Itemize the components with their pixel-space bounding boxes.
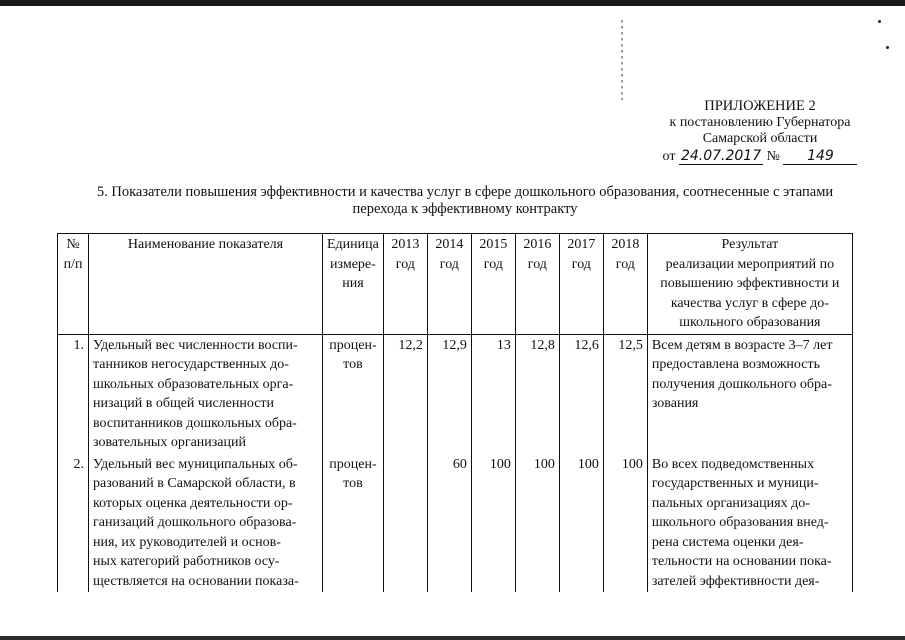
name-line: зовательных организаций bbox=[93, 435, 246, 450]
scan-speck bbox=[886, 46, 889, 49]
header-result-line: качества услуг в сфере до- bbox=[670, 295, 829, 311]
unit-cell bbox=[323, 334, 384, 454]
result-line: государственных и муници- bbox=[651, 476, 819, 491]
handwritten-date: 24.07.2017 bbox=[680, 147, 762, 164]
row-number: 2. bbox=[58, 454, 89, 593]
header-year: 2014 bbox=[435, 237, 464, 252]
header-result bbox=[647, 234, 852, 335]
header-result-line: Результат bbox=[721, 237, 779, 252]
scan-top-border bbox=[0, 0, 905, 6]
unit-line: процен- bbox=[329, 456, 377, 472]
header-year: 2017 bbox=[567, 237, 596, 252]
header-year: 2015 bbox=[479, 237, 508, 252]
number-label: № bbox=[766, 148, 780, 164]
header-unit-line: измере- bbox=[330, 256, 376, 272]
table-header-row bbox=[58, 234, 853, 335]
indicator-name bbox=[89, 454, 323, 593]
unit-line: тов bbox=[343, 476, 363, 491]
name-line: ния, их руководителей и основ- bbox=[93, 534, 281, 550]
value-2013: 12,2 bbox=[383, 334, 427, 454]
value-2014: 12,9 bbox=[427, 334, 471, 454]
header-year-2017 bbox=[559, 234, 603, 335]
result-line: пальных организациях до- bbox=[651, 495, 810, 511]
result-line: зования bbox=[651, 396, 699, 411]
appendix-sign-line bbox=[640, 148, 880, 166]
name-line: Удельный вес численности воспи- bbox=[93, 337, 298, 353]
header-result-line: школьного образования bbox=[679, 315, 821, 330]
header-result-line: реализации мероприятий по bbox=[665, 256, 835, 272]
from-label: от bbox=[662, 148, 676, 164]
name-line: которых оценка деятельности ор- bbox=[93, 495, 293, 511]
value-2017: 12,6 bbox=[559, 334, 603, 454]
unit-line: тов bbox=[343, 357, 363, 372]
appendix-block bbox=[640, 98, 880, 165]
result-cell bbox=[647, 454, 852, 593]
name-line: ных категорий работников осу- bbox=[93, 554, 280, 569]
value-2018: 100 bbox=[603, 454, 647, 593]
value-2014: 60 bbox=[427, 454, 471, 593]
value-2015: 100 bbox=[471, 454, 515, 593]
indicators-table bbox=[57, 233, 853, 592]
header-year-unit: год bbox=[527, 256, 547, 272]
header-unit bbox=[323, 234, 384, 335]
value-2017: 100 bbox=[559, 454, 603, 593]
name-line: низаций в общей численности bbox=[93, 396, 275, 411]
name-line: школьных образовательных орга- bbox=[93, 376, 294, 392]
indicator-name bbox=[89, 334, 323, 454]
value-2015: 13 bbox=[471, 334, 515, 454]
header-num bbox=[58, 234, 89, 335]
header-year-2015 bbox=[471, 234, 515, 335]
header-num-line: п/п bbox=[63, 256, 83, 272]
header-year: 2018 bbox=[611, 237, 640, 252]
header-unit-line: Единица bbox=[327, 237, 379, 252]
table-row bbox=[58, 454, 853, 593]
header-year-2016 bbox=[515, 234, 559, 335]
handwritten-number: 149 bbox=[783, 148, 857, 166]
unit-cell bbox=[323, 454, 384, 593]
header-name: Наименование показателя bbox=[89, 234, 323, 335]
name-line: ганизаций дошкольного образова- bbox=[93, 515, 297, 530]
value-2018: 12,5 bbox=[603, 334, 647, 454]
result-cell bbox=[647, 334, 852, 454]
row-number: 1. bbox=[58, 334, 89, 454]
result-line: Во всех подведомственных bbox=[651, 456, 815, 472]
header-year-unit: год bbox=[439, 256, 459, 272]
name-line: танников негосударственных до- bbox=[93, 357, 289, 372]
header-num-line: № bbox=[66, 237, 80, 252]
header-year-unit: год bbox=[483, 256, 503, 272]
name-line: воспитанников дошкольных обра- bbox=[93, 415, 297, 431]
section-heading bbox=[50, 184, 880, 218]
heading-line-2: перехода к эффективному контракту bbox=[352, 201, 578, 217]
header-year-unit: год bbox=[395, 256, 415, 272]
header-result-line: повышению эффективности и bbox=[660, 276, 840, 291]
header-unit-line: ния bbox=[342, 276, 364, 291]
value-2013 bbox=[383, 454, 427, 593]
table-row bbox=[58, 334, 853, 454]
appendix-title: ПРИЛОЖЕНИЕ 2 bbox=[704, 98, 816, 114]
value-2016: 100 bbox=[515, 454, 559, 593]
unit-line: процен- bbox=[329, 337, 377, 353]
appendix-line-1: к постановлению Губернатора bbox=[669, 114, 851, 130]
result-line: Всем детям в возрасте 3–7 лет bbox=[651, 337, 833, 353]
header-year: 2016 bbox=[523, 237, 552, 252]
header-year: 2013 bbox=[391, 237, 420, 252]
name-line: разований в Самарской области, в bbox=[93, 476, 296, 491]
header-year-2013 bbox=[383, 234, 427, 335]
header-year-unit: год bbox=[571, 256, 591, 272]
value-2016: 12,8 bbox=[515, 334, 559, 454]
heading-line-1: 5. Показатели повышения эффективности и качества услуг в сфере дошкольного образования, соотнесенные с этапами bbox=[96, 184, 834, 200]
scan-artifact-dots bbox=[621, 20, 623, 100]
scan-speck bbox=[878, 20, 881, 23]
scan-bottom-border bbox=[0, 636, 905, 640]
result-line: зателей эффективности дея- bbox=[651, 573, 820, 589]
result-line: тельности на основании пока- bbox=[651, 554, 832, 569]
header-year-unit: год bbox=[615, 256, 635, 272]
result-line: рена система оценки дея- bbox=[651, 534, 804, 550]
appendix-line-2: Самарской области bbox=[702, 131, 818, 146]
result-line: получения дошкольного обра- bbox=[651, 376, 832, 392]
name-line: ществляется на основании показа- bbox=[93, 573, 299, 589]
header-year-2014 bbox=[427, 234, 471, 335]
header-year-2018 bbox=[603, 234, 647, 335]
name-line: Удельный вес муниципальных об- bbox=[93, 456, 298, 472]
result-line: школьного образования внед- bbox=[651, 515, 829, 530]
result-line: предоставлена возможность bbox=[651, 357, 820, 372]
